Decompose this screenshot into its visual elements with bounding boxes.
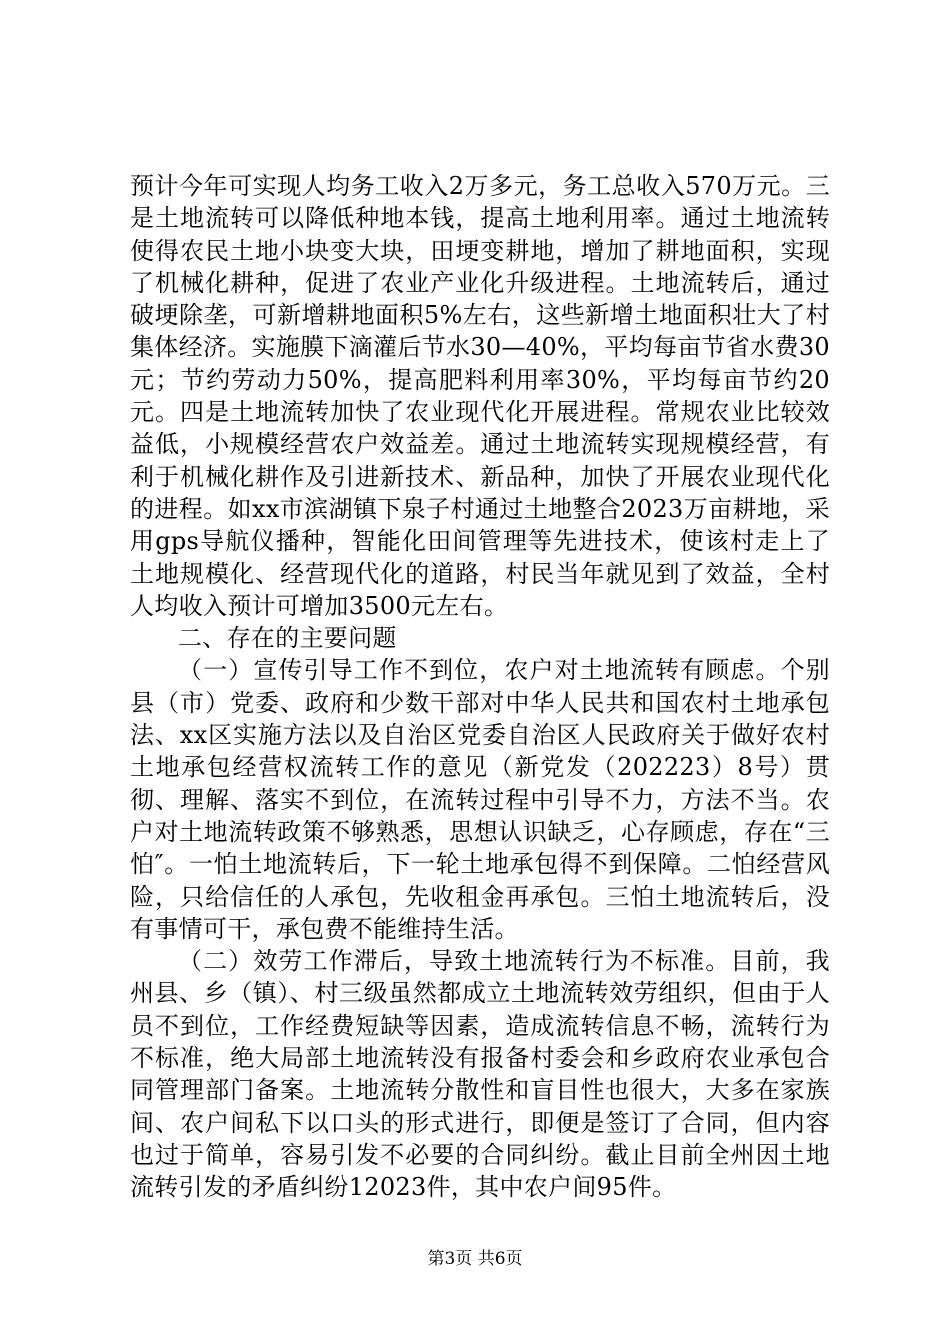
paragraph-benefits: 预计今年可实现人均务工收入2万多元，务工总收入570万元。三是土地流转可以降低种地本钱，提高土地利用率。通过土地流转使得农民土地小块变大块，田埂变耕地，增加了耕地面积，实现了机械化耕种，促进了农业产业化升级进程。土地流转后，通过破埂除垄，可新增耕地面积5%左右，这些新增土地面积壮大了村集体经济。实施膜下滴灌后节水30—40%，平均每亩节省水费30元；节约劳动力50%，提高肥料利用率30%，平均每亩节约20元。四是土地流转加快了农业现代化开展进程。常规农业比较效益低，小规模经营农户效益差。通过土地流转实现规模经营，有利于机械化耕作及引进新技术、新品种，加快了开展农业现代化的进程。如xx市滨湖镇下泉子村通过土地整合2023万亩耕地，采用gps导航仪播种，智能化田间管理等先进技术，使该村走上了土地规模化、经营现代化的道路，村民当年就见到了效益，全村人均收入预计可增加3500元左右。 — [130, 172, 830, 620]
section-heading-main-problems: 二、存在的主要问题 — [178, 624, 397, 653]
paragraph-problem-publicity: （一）宣传引导工作不到位，农户对土地流转有顾虑。个别县（市）党委、政府和少数干部对中华人民共和国农村土地承包法、xx区实施方法以及自治区党委自治区人民政府关于做好农村土地承包经营权流转工作的意见（新党发（202223）8号）贯彻、理解、落实不到位，在流转过程中引导不力，方法不当。农户对土地流转政策不够熟悉，思想认识缺乏，心存顾虑，存在“三怕″。一怕土地流转后，下一轮土地承包得不到保障。二怕经营风险，只给信任的人承包，先收租金再承包。三怕土地流转后，没有事情可干，承包费不能维持生活。 — [130, 656, 830, 943]
page-number-footer: 第3页 共6页 — [427, 1249, 523, 1269]
document-body — [130, 170, 830, 1204]
paragraph-problem-service: （二）效劳工作滞后，导致土地流转行为不标准。目前，我州县、乡（镇）、村三级虽然都成立土地流转效劳组织，但由于人员不到位，工作经费短缺等因素，造成流转信息不畅，流转行为不标准，绝大局部土地流转没有报备村委会和乡政府农业承包合同管理部门备案。土地流转分散性和盲目性也很大，大多在家族间、农户间私下以口头的形式进行，即便是签订了合同，但内容也过于简单，容易引发不必要的合同纠纷。截止目前全州因土地流转引发的矛盾纠纷12023件，其中农户间95件。 — [130, 947, 830, 1202]
